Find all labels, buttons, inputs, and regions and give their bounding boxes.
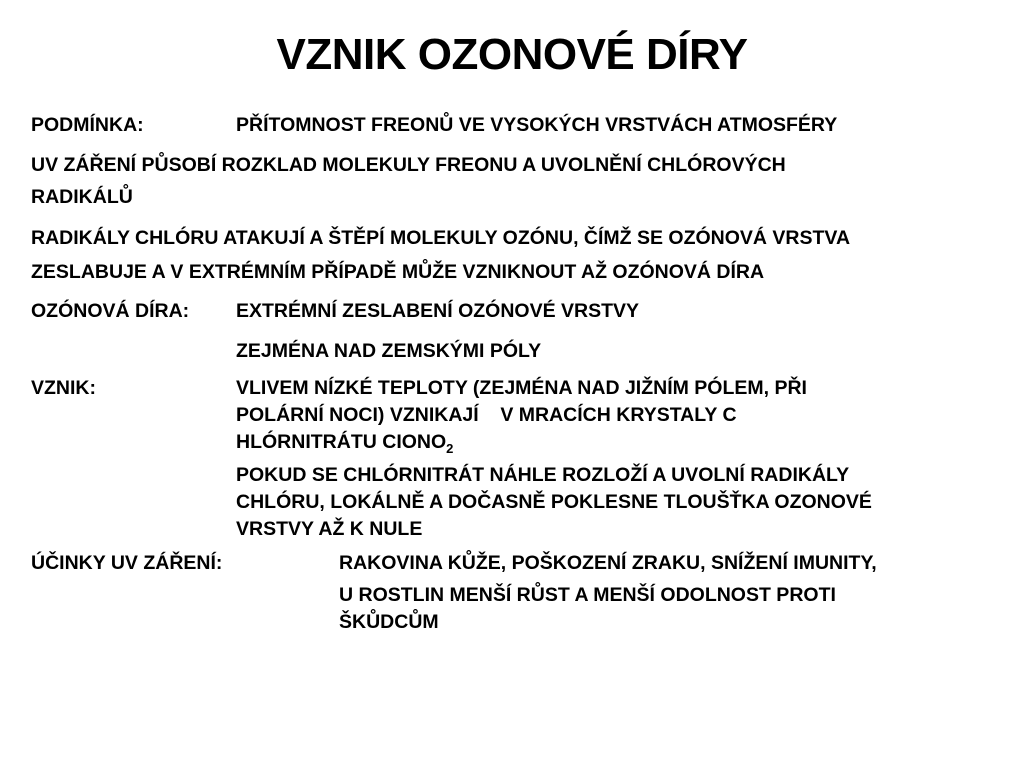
- ucinky-label: ÚČINKY UV ZÁŘENÍ:: [31, 552, 223, 574]
- ozonova-dira-line2: ZEJMÉNA NAD ZEMSKÝMI PÓLY: [236, 340, 542, 362]
- radikaly-paragraph-line2: ZESLABUJE A V EXTRÉMNÍM PŘÍPADĚ MŮŽE VZNIKNOUT AŽ OZÓNOVÁ DÍRA: [31, 261, 765, 283]
- slide-title: VZNIK OZONOVÉ DÍRY: [276, 30, 748, 79]
- vznik-p1-subscript: 2: [446, 440, 454, 456]
- vznik-p2-line2: CHLÓRU, LOKÁLNĚ A DOČASNĚ POKLESNE TLOUŠŤKA OZONOVÉ: [236, 491, 872, 513]
- ucinky-line1: RAKOVINA KŮŽE, POŠKOZENÍ ZRAKU, SNÍŽENÍ IMUNITY,: [339, 552, 877, 574]
- ozonova-dira-label: OZÓNOVÁ DÍRA:: [31, 300, 190, 322]
- radikaly-paragraph-line1: RADIKÁLY CHLÓRU ATAKUJÍ A ŠTĚPÍ MOLEKULY OZÓNU, ČÍMŽ SE OZÓNOVÁ VRSTVA: [31, 227, 851, 249]
- vznik-paragraph-1: [236, 375, 996, 456]
- vznik-p1-line3: [236, 429, 996, 456]
- vznik-paragraph-2: [236, 462, 996, 543]
- uv-paragraph-line2: RADIKÁLŮ: [31, 186, 133, 208]
- podminka-text: PŘÍTOMNOST FREONŮ VE VYSOKÝCH VRSTVÁCH ATMOSFÉRY: [236, 114, 838, 136]
- vznik-label: VZNIK:: [31, 377, 96, 399]
- vznik-p2-line3: VRSTVY AŽ K NULE: [236, 518, 423, 540]
- ozonova-dira-line1: EXTRÉMNÍ ZESLABENÍ OZÓNOVÉ VRSTVY: [236, 300, 640, 322]
- vznik-p1-line3-text: HLÓRNITRÁTU CIONO: [236, 431, 447, 453]
- podminka-label: PODMÍNKA:: [31, 114, 144, 136]
- vznik-p1-line1: VLIVEM NÍZKÉ TEPLOTY (ZEJMÉNA NAD JIŽNÍM PÓLEM, PŘI: [236, 377, 807, 399]
- vznik-p2-line1: POKUD SE CHLÓRNITRÁT NÁHLE ROZLOŽÍ A UVOLNÍ RADIKÁLY: [236, 464, 850, 486]
- vznik-p1-line2: POLÁRNÍ NOCI) VZNIKAJÍ V MRACÍCH KRYSTALY C: [236, 404, 737, 426]
- ucinky-line3: ŠKŮDCŮM: [339, 611, 439, 633]
- uv-paragraph-line1: UV ZÁŘENÍ PŮSOBÍ ROZKLAD MOLEKULY FREONU A UVOLNĚNÍ CHLÓROVÝCH: [31, 154, 786, 176]
- ucinky-line2: U ROSTLIN MENŠÍ RŮST A MENŠÍ ODOLNOST PROTI: [339, 584, 836, 606]
